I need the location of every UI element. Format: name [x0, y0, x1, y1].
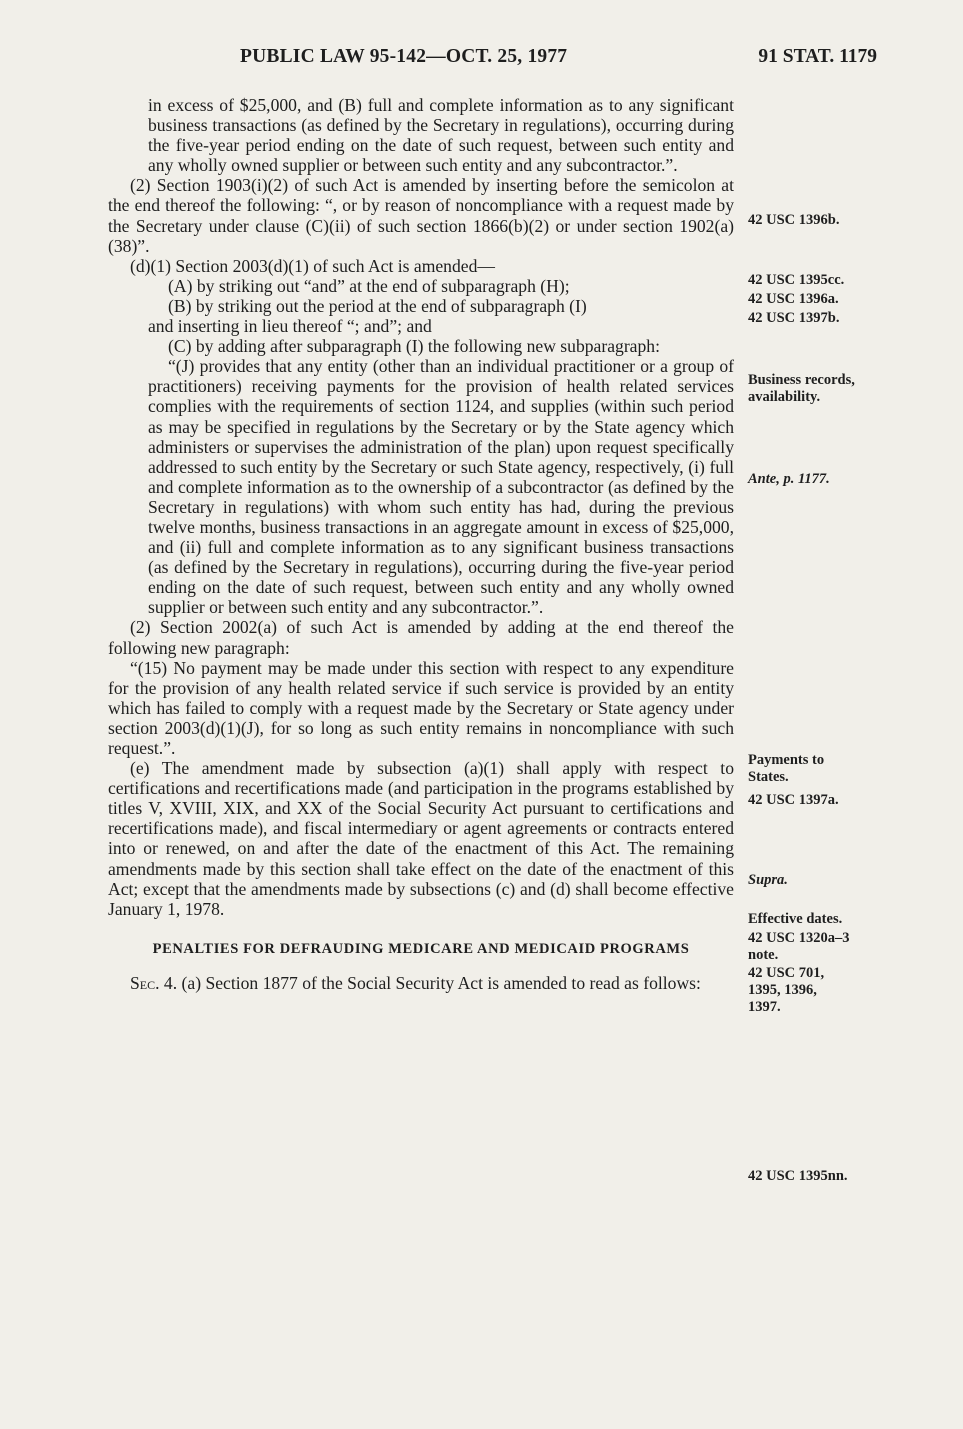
paragraph-continuation: in excess of $25,000, and (B) full and complete information as to any significant business transactions (as defined by the Secretary in regulations), occurring during the five-year period ending on the date of such request, between such entity and any wholly owned supplier or between such entity and any subcontractor.”. — [148, 95, 734, 176]
running-head-title: PUBLIC LAW 95-142—OCT. 25, 1977 — [240, 46, 568, 67]
paragraph-quoted-15: “(15) No payment may be made under this section with respect to any expenditure for the provision of any health related service if such service is provided by an entity which has failed to comply with a request made by the Secretary or State agency under section 2003(d)(1)(J), for so long as such entity remains in noncompliance with such request.”. — [108, 657, 734, 758]
margin-note-42usc1320a3: 42 USC 1320a–3 note. — [748, 930, 850, 963]
paragraph-section-2003: (d)(1) Section 2003(d)(1) of such Act is amended— — [130, 255, 495, 276]
body-text-column — [108, 95, 734, 993]
margin-note-payments-to-states: Payments to States. — [748, 752, 825, 785]
margin-note-42usc1395cc: 42 USC 1395cc. — [748, 272, 845, 288]
paragraph-clause-a: (A) by striking out “and” at the end of subparagraph (H); — [168, 275, 570, 296]
margin-note-42usc1396b: 42 USC 1396b. — [748, 212, 840, 228]
margin-note-42usc1396a: 42 USC 1396a. — [748, 291, 839, 307]
margin-note-42usc1397a: 42 USC 1397a. — [748, 792, 839, 808]
paragraph-section-4 — [108, 973, 734, 993]
statute-page-reference: 91 STAT. 1179 — [758, 46, 877, 67]
section-heading: PENALTIES FOR DEFRAUDING MEDICARE AND MEDICAID PROGRAMS — [152, 940, 690, 957]
paragraph-effective-dates: (e) The amendment made by subsection (a)(1) shall apply with respect to certifications and recertifications made (and participation in the programs established by titles V, XVIII, XIX, and XX of the Social Security Act pursuant to certifications and recertifications made), and fiscal intermediary or agent agreements or contracts entered into or renewed, on and after the date of the enactment of this Act. The remaining amendments made by this section shall take effect on the date of the enactment of this Act; except that the amendments made by subsections (c) and (d) shall become effective January 1, 1978. — [108, 758, 734, 919]
margin-note-supra: Supra. — [748, 872, 788, 888]
paragraph-clause-c: (C) by adding after subparagraph (I) the following new subparagraph: — [168, 336, 660, 357]
section-label: Sec. 4. — [130, 972, 178, 993]
section-4-text: (a) Section 1877 of the Social Security Act is amended to read as follows: — [181, 972, 701, 993]
margin-note-effective-dates: Effective dates. — [748, 911, 843, 927]
margin-note-business-records: Business records, availability. — [748, 372, 855, 405]
paragraph-section-2002: (2) Section 2002(a) of such Act is amended by adding at the end thereof the following new paragraph: — [108, 617, 734, 658]
paragraph-quoted-subparagraph-j: “(J) provides that any entity (other than an individual practitioner or a group of practitioners) receiving payments for the provision of health related services complies with the requirements of section 1124, and supplies (within such period as may be specified in regulations by the Secretary or by the State agency which administers or supervises the administration of the plan) upon request specifically addressed to such entity by the Secretary or such State agency, respectively, (i) full and complete information as to the ownership of a subcontractor (as defined by the Secretary in regulations) with whom such entity has had, during the previous twelve months, business transactions in an aggregate amount in excess of $25,000, and (ii) full and complete information as to any significant business transactions (as defined by the Secretary in regulations), occurring during the five-year period ending on the date of such request, between such entity and any wholly owned supplier or between such entity and any subcontractor.”. — [148, 356, 734, 618]
paragraph-clause-b-line2: and inserting in lieu thereof “; and”; and — [148, 316, 432, 337]
margin-note-42usc1395nn: 42 USC 1395nn. — [748, 1168, 848, 1184]
paragraph-section-1903: (2) Section 1903(i)(2) of such Act is amended by inserting before the semicolon at the end thereof the following: “, or by reason of noncompliance with a request made by the Secretary under clause (C)(ii) of such section 1866(b)(2) or under section 1902(a)(38)”. — [108, 175, 734, 256]
paragraph-clause-b-line1: (B) by striking out the period at the end of subparagraph (I) — [168, 295, 587, 316]
margin-note-ante: Ante, p. 1177. — [748, 471, 830, 487]
margin-note-42usc1397b: 42 USC 1397b. — [748, 310, 840, 326]
margin-note-42usc701: 42 USC 701, 1395, 1396, 1397. — [748, 965, 825, 1015]
